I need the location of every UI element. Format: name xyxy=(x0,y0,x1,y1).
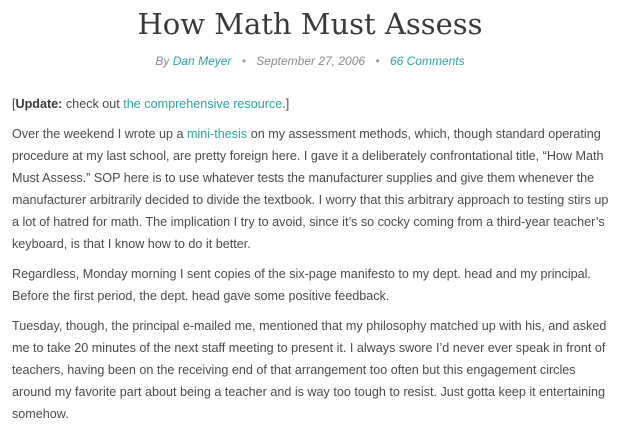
mini-thesis-link[interactable]: mini-thesis xyxy=(187,127,248,141)
author-link[interactable]: Dan Meyer xyxy=(172,54,232,68)
paragraph-2: Regardless, Monday morning I sent copies of the six-page manifesto to my dept. head and my principal. Before the first period, the dept. head gave some positive feedback. xyxy=(12,267,591,303)
post-date: September 27, 2006 xyxy=(256,54,366,68)
comments-link[interactable]: 66 Comments xyxy=(389,54,465,68)
paragraph-1 xyxy=(12,123,617,255)
post-byline xyxy=(0,52,620,70)
byline-separator: • xyxy=(241,54,246,68)
update-note xyxy=(12,93,617,115)
post-title: How Math Must Assess xyxy=(137,7,483,41)
update-text: check out xyxy=(62,97,124,111)
byline-separator: • xyxy=(375,54,380,68)
paragraph-3: Tuesday, though, the principal e-mailed me, mentioned that my philosophy matched up with his, and asked me to take 20 minutes of the next staff meeting to present it. I always swore I’d never ever speak in front of teachers, having been on the receiving end of that arrangement too often but this engagement circles around my favorite part about being a teacher and is way too tough to resist. Just gotta keep it entertaining somehow. xyxy=(12,319,607,421)
comprehensive-resource-link[interactable]: the comprehensive resource xyxy=(123,97,283,111)
post-content xyxy=(12,93,617,433)
paragraph-1-after: on my assessment methods, which, though standard operating procedure at my last school, are pretty foreign here. I gave it a deliberately confrontational title, “How Math Must Assess.” SOP here is to use whatever tests the manufacturer supplies and give them whenever the manufacturer arbitrarily decided to divide the textbook. I worry that this arbitrary approach to testing stirs up a lot of hatred for math. The implication I try to avoid, since it’s so cocky coming from a third-year teacher’s keyboard, is that I know how to do it better. xyxy=(12,127,609,251)
update-close: .] xyxy=(282,97,290,111)
update-open-bracket: [ xyxy=(12,97,16,111)
byline-prefix: By xyxy=(155,54,170,68)
paragraph-1-before: Over the weekend I wrote up a xyxy=(12,127,188,141)
update-label: Update: xyxy=(15,97,63,111)
